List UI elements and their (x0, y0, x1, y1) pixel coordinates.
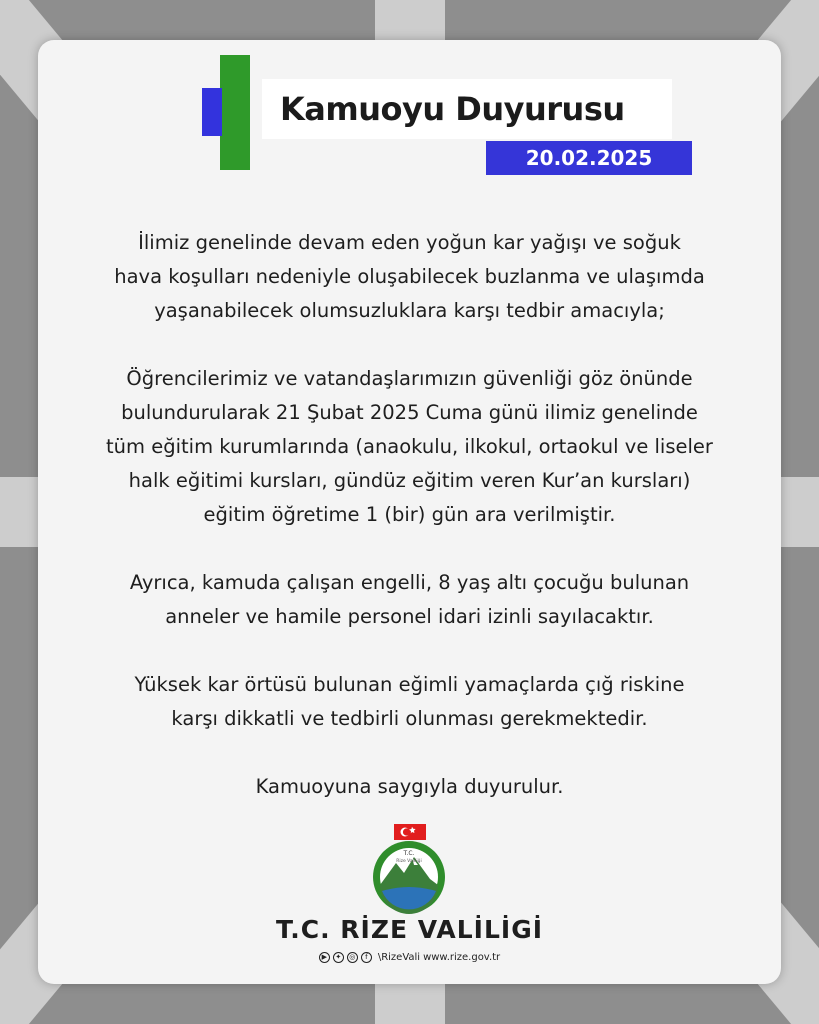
green-accent-bar (220, 55, 250, 170)
text-line: tüm eğitim kurumlarında (anaokulu, ilkokul, ortaokul ve liseler (106, 435, 713, 458)
text-line: İlimiz genelinde devam eden yoğun kar yağışı ve soğuk (138, 231, 681, 254)
twitter-icon[interactable]: ✦ (333, 952, 344, 963)
text-line: karşı dikkatli ve tedbirli olunması gerekmektedir. (171, 707, 648, 730)
announcement-title: Kamuoyu Duyurusu (280, 90, 625, 128)
paragraph-avalanche (48, 668, 771, 736)
paragraph-decision (48, 362, 771, 532)
text-line: Ayrıca, kamuda çalışan engelli, 8 yaş altı çocuğu bulunan (129, 571, 690, 594)
paragraph-intro (48, 226, 771, 328)
text-line: Yüksek kar örtüsü bulunan eğimli yamaçlarda çığ riskine (134, 673, 685, 696)
paragraph-leave (48, 566, 771, 634)
paragraph-closing (48, 770, 771, 804)
announcement-body (48, 226, 771, 804)
text-line: Kamuoyuna saygıyla duyurulur. (255, 775, 564, 798)
title-box (262, 79, 672, 139)
organization-name: T.C. RİZE VALİLİGİ (275, 915, 544, 944)
rize-governorship-logo (368, 823, 450, 915)
text-line: halk eğitimi kursları, gündüz eğitim veren Kur’an kursları) (128, 469, 691, 492)
text-line: eğitim öğretime 1 (bir) gün ara verilmiştir. (203, 503, 616, 526)
text-line: anneler ve hamile personel idari izinli sayılacaktır. (165, 605, 654, 628)
announcement-card (38, 40, 781, 984)
facebook-icon[interactable]: f (361, 952, 372, 963)
logo-tc-text: T.C. (403, 850, 415, 857)
logo-arc-text: Rize Valiliği (396, 859, 422, 864)
blue-accent-tab (202, 88, 222, 136)
instagram-icon[interactable]: ◎ (347, 952, 358, 963)
website-link[interactable]: www.rize.gov.tr (423, 952, 501, 963)
date-badge (486, 141, 692, 175)
social-handle[interactable]: \RizeVali (377, 952, 421, 963)
text-line: Öğrencilerimiz ve vatandaşlarımızın güvenliği göz önünde (126, 367, 693, 390)
text-line: yaşanabilecek olumsuzluklara karşı tedbir amacıyla; (154, 299, 665, 322)
youtube-icon[interactable]: ▶ (319, 952, 330, 963)
text-line: bulundurularak 21 Şubat 2025 Cuma günü ilimiz genelinde (121, 401, 698, 424)
social-links (38, 952, 781, 963)
announcement-date: 20.02.2025 (525, 146, 653, 170)
text-line: hava koşulları nedeniyle oluşabilecek buzlanma ve ulaşımda (114, 265, 705, 288)
